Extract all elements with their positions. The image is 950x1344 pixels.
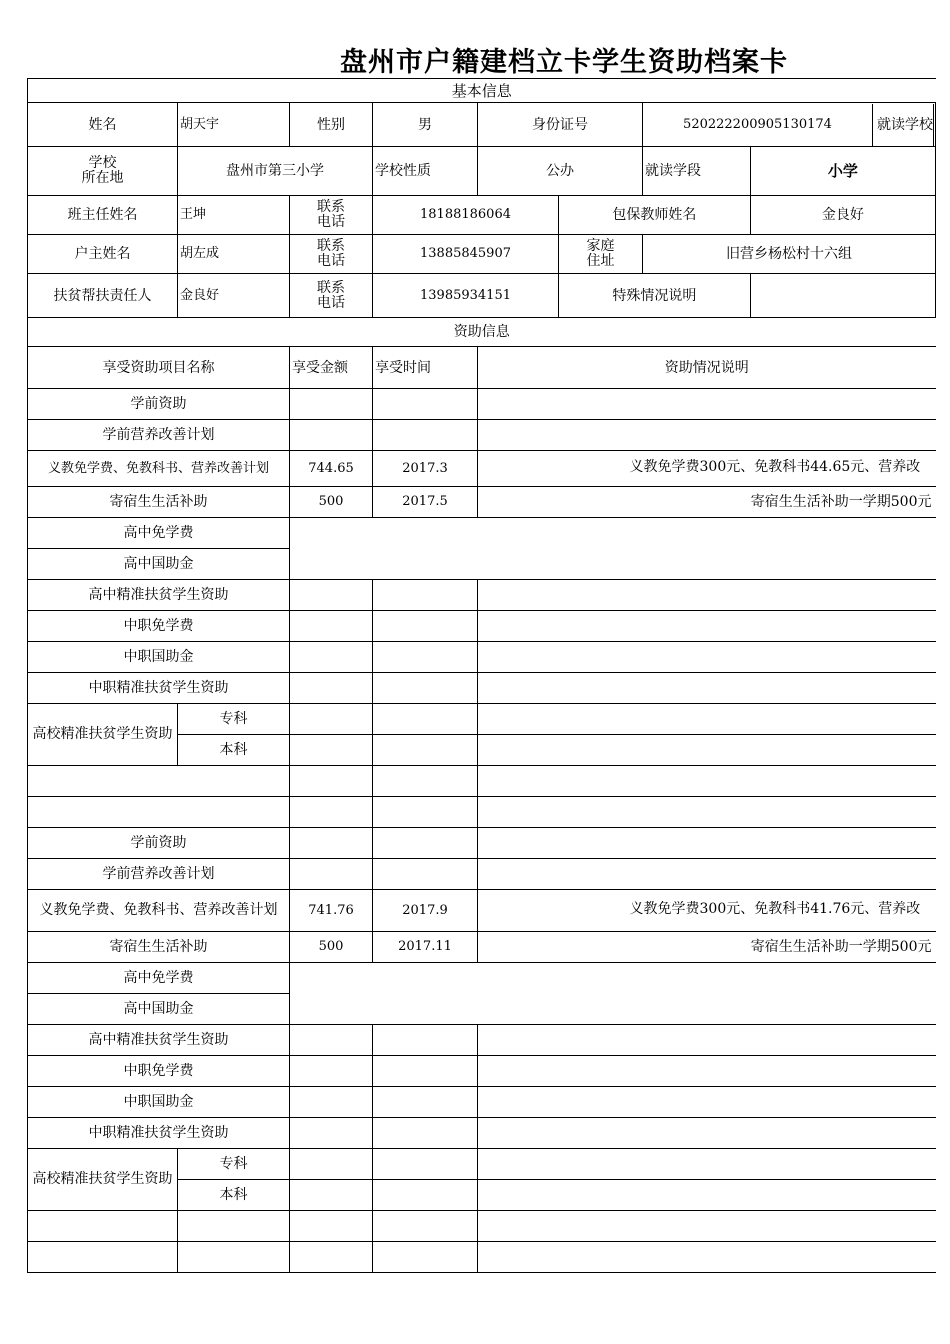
gender-value: 男 — [373, 103, 478, 147]
aid-time: 2017.9 — [373, 890, 478, 932]
aid-item: 高中国助金 — [28, 994, 290, 1025]
id-label: 身份证号 — [478, 103, 643, 147]
aid-item: 高中免学费 — [28, 518, 290, 549]
teacher-label: 班主任姓名 — [28, 196, 178, 235]
aid-desc: 寄宿生生活补助一学期500元 — [478, 932, 936, 963]
stage-label: 就读学段 — [643, 147, 751, 196]
name-value: 胡天宇 — [178, 103, 290, 147]
aid-amount: 741.76 — [290, 890, 373, 932]
school-label: 就读学校 — [872, 104, 933, 146]
basic-info-header: 基本信息 — [28, 79, 936, 103]
aid-time: 2017.5 — [373, 487, 478, 518]
col-item-header: 享受资助项目名称 — [28, 347, 290, 389]
teacher-phone: 18188186064 — [373, 196, 559, 235]
aid-item: 高中精准扶贫学生资助 — [28, 580, 290, 611]
address-label: 家庭 住址 — [559, 235, 643, 274]
col-amount-header: 享受金额 — [290, 347, 373, 389]
special-label: 特殊情况说明 — [559, 274, 751, 318]
school-type-value: 公办 — [478, 147, 643, 196]
aid-amount: 744.65 — [290, 451, 373, 487]
aid-desc: 义教免学费300元、免教科书41.76元、营养改 — [629, 900, 921, 917]
aid-item: 高校精准扶贫学生资助 — [28, 1149, 178, 1211]
aid-item: 学前资助 — [28, 389, 290, 420]
householder-contact-label: 联系 电话 — [290, 235, 373, 274]
aid-item: 中职免学费 — [28, 611, 290, 642]
aid-item: 中职免学费 — [28, 1056, 290, 1087]
aid-item: 寄宿生生活补助 — [28, 932, 290, 963]
aid-desc: 义教免学费300元、免教科书44.65元、营养改 — [629, 458, 921, 475]
householder-phone: 13885845907 — [373, 235, 559, 274]
aid-item: 中职精准扶贫学生资助 — [28, 673, 290, 704]
aid-info-header: 资助信息 — [28, 318, 936, 347]
aid-subitem: 专科 — [178, 704, 290, 735]
householder-value: 胡左成 — [178, 235, 290, 274]
teacher-value: 王坤 — [178, 196, 290, 235]
col-desc-header: 资助情况说明 — [478, 347, 936, 389]
aid-item: 中职精准扶贫学生资助 — [28, 1118, 290, 1149]
aid-amount: 500 — [290, 487, 373, 518]
page-title: 盘州市户籍建档立卡学生资助档案卡 — [340, 47, 788, 78]
school-type-label: 学校性质 — [373, 147, 478, 196]
aid-item: 高中国助金 — [28, 549, 290, 580]
aid-subitem: 专科 — [178, 1149, 290, 1180]
school-location-value: 盘州市第三小学 — [178, 147, 373, 196]
aid-subitem: 本科 — [178, 1180, 290, 1211]
aid-item: 学前营养改善计划 — [28, 420, 290, 451]
aid-item: 义教免学费、免教科书、营养改善计划 — [28, 890, 290, 932]
aid-item: 学前资助 — [28, 828, 290, 859]
aid-desc: 寄宿生生活补助一学期500元 — [478, 487, 936, 518]
aid-item: 寄宿生生活补助 — [28, 487, 290, 518]
school-location-label: 学校 所在地 — [28, 147, 178, 196]
aid-item: 学前营养改善计划 — [28, 859, 290, 890]
aid-item: 高中免学费 — [28, 963, 290, 994]
aid-amount: 500 — [290, 932, 373, 963]
address-value: 旧营乡杨松村十六组 — [643, 235, 936, 274]
poverty-responsible-label: 扶贫帮扶责任人 — [28, 274, 178, 318]
aid-item: 高校精准扶贫学生资助 — [28, 704, 178, 766]
aid-item: 义教免学费、免教科书、营养改善计划 — [28, 451, 290, 487]
mentor-label: 包保教师姓名 — [559, 196, 751, 235]
aid-item: 高中精准扶贫学生资助 — [28, 1025, 290, 1056]
aid-item: 中职国助金 — [28, 1087, 290, 1118]
aid-time: 2017.3 — [373, 451, 478, 487]
archive-card-table — [27, 78, 936, 1273]
stage-value: 小学 — [750, 147, 935, 196]
poverty-responsible-value: 金良好 — [178, 274, 290, 318]
teacher-contact-label: 联系 电话 — [290, 196, 373, 235]
householder-label: 户主姓名 — [28, 235, 178, 274]
gender-label: 性别 — [290, 103, 373, 147]
aid-item: 中职国助金 — [28, 642, 290, 673]
poverty-phone: 13985934151 — [373, 274, 559, 318]
col-time-header: 享受时间 — [373, 347, 478, 389]
aid-subitem: 本科 — [178, 735, 290, 766]
special-value — [750, 274, 935, 318]
mentor-value: 金良好 — [750, 196, 935, 235]
id-value: 520222200905130174 — [683, 116, 832, 132]
aid-time: 2017.11 — [373, 932, 478, 963]
poverty-contact-label: 联系 电话 — [290, 274, 373, 318]
name-label: 姓名 — [28, 103, 178, 147]
